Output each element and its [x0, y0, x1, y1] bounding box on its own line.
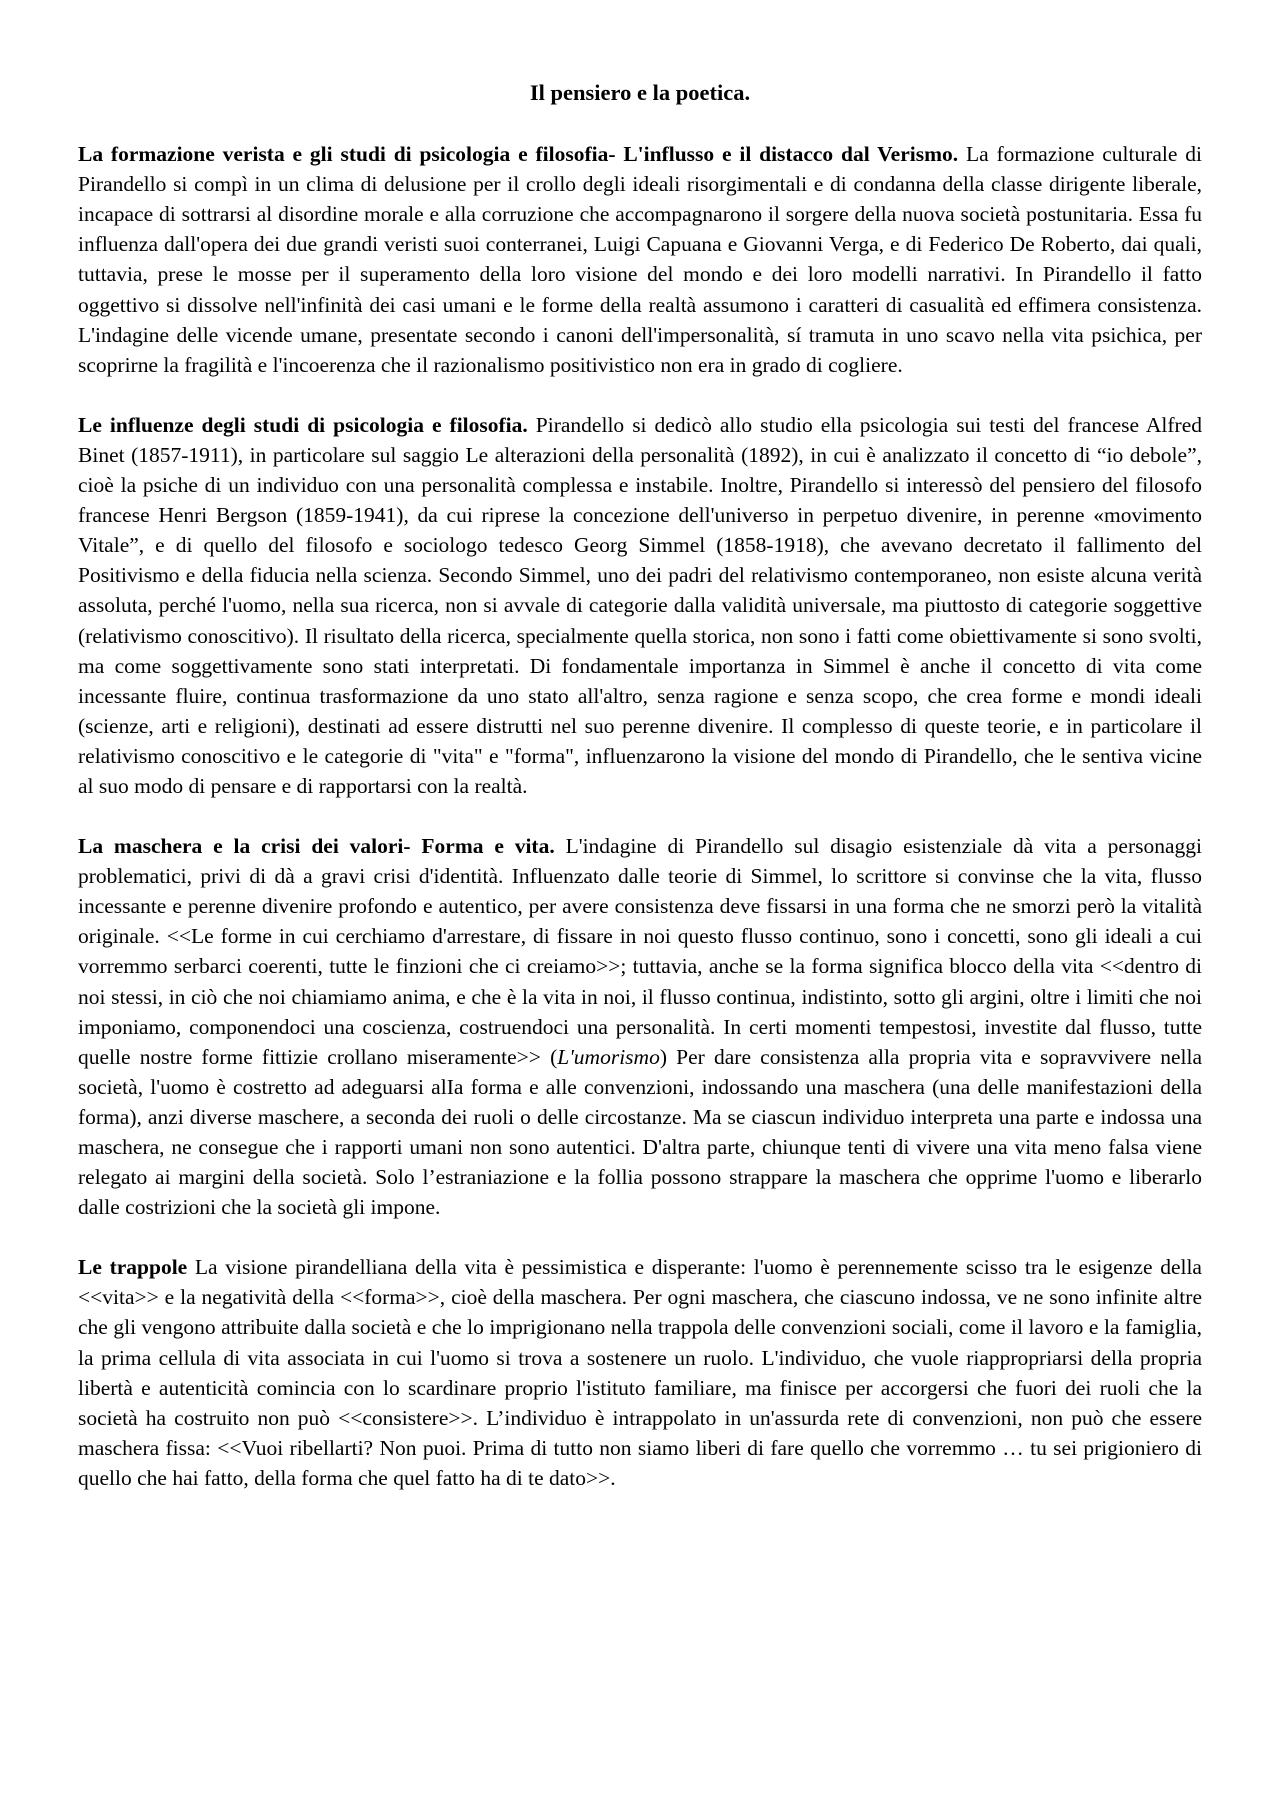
section-body-continued: ) Per dare consistenza alla propria vita e sopravvivere nella società, l'uomo è costretto ad adeguarsi alIa forma e alle convenzioni, indossando una maschera (una delle manifestazioni della forma), anzi diverse maschere, a seconda dei ruoli o delle circostanze. Ma se ciascun individuo interpreta una parte e indossa una maschera, ne consegue che i rapporti umani non sono autentici. D'altra parte, chiunque tenti di vivere una vita meno falsa viene relegato ai margini della società. Solo l’estraniazione e la follia possono strappare la maschera che opprime l'uomo e liberarlo dalle costrizioni che la società gli impone.: [78, 1044, 1203, 1220]
section-body: La formazione culturale di Pirandello si compì in un clima di delusione per il crollo degli ideali risorgimentali e di condanna della classe dirigente liberale, incapace di sottrarsi al disordine morale e alla corruzione che accompagnarono il sorgere della nuova società postunitaria. Essa fu influenza dall'opera dei due grandi veristi suoi conterranei, Luigi Capuana e Giovanni Verga, e di Federico De Roberto, dai quali, tuttavia, prese le mosse per il superamento della loro visione del mondo e dei loro modelli narrativi. In Pirandello il fatto oggettivo si dissolve nell'infinità dei casi umani e le forme della realtà assumono i caratteri di casualità ed effimera consistenza. L'indagine delle vicende umane, presentate secondo i canoni dell'impersonalità, sí tramuta in uno scavo nella vita psichica, per scoprirne la fragilità e l'incoerenza che il razionalismo positivistico non era in grado di cogliere.: [78, 142, 1202, 377]
section-heading: La formazione verista e gli studi di psicologia e filosofia- L'influsso e il distacco dal Verismo.: [78, 142, 959, 167]
section-body: La visione pirandelliana della vita è pessimistica e disperante: l'uomo è perennemente scisso tra le esigenze della <<vita>> e la negatività della <<forma>>, cioè della maschera. Per ogni maschera, che ciascuno indossa, ve ne sono infinite altre che gli vengono attribuite dalla società e che lo imprigionano nella trappola delle convenzioni sociali, come il lavoro e la famiglia, la prima cellula di vita associata in cui l'uomo si trova a sostenere un ruolo. L'individuo, che vuole riappropriarsi della propria libertà e autenticità comincia con lo scardinare proprio l'istituto familiare, ma finisce per accorgersi che fuori dei ruoli che la società ha costruito non può <<consistere>>. L’individuo è intrappolato in un'assurda rete di convenzioni, non può che essere maschera fissa: <<Vuoi ribellarti? Non puoi. Prima di tutto non siamo liberi di fare quello che vorremmo … tu sei prigioniero di quello che hai fatto, della forma che quel fatto ha di te dato>>.: [78, 1255, 1202, 1490]
page-title: Il pensiero e la poetica.: [529, 80, 751, 105]
section-maschera-crisi: [78, 831, 1202, 1222]
section-heading: Le influenze degli studi di psicologia e filosofia.: [78, 412, 528, 437]
section-formazione-verista: [78, 139, 1202, 380]
section-influenze-studi: [78, 410, 1202, 801]
book-title-italic: L'umorismo: [557, 1044, 660, 1069]
section-heading: Le trappole: [78, 1255, 188, 1280]
section-body: Pirandello si dedicò allo studio ella psicologia sui testi del francese Alfred Binet (1857-1911), in particolare sul saggio Le alterazioni della personalità (1892), in cui è analizzato il concetto di “io debole”, cioè la psiche di un individuo con una personalità complessa e instabile. Inoltre, Pirandello si interessò del pensiero del filosofo francese Henri Bergson (1859-1941), da cui riprese la concezione dell'universo in perpetuo divenire, in perenne «movimento Vitale”, e di quello del filosofo e sociologo tedesco Georg Simmel (1858-1918), che avevano decretato il fallimento del Positivismo e della fiducia nella scienza. Secondo Simmel, uno dei padri del relativismo contemporaneo, non esiste alcuna verità assoluta, perché l'uomo, nella sua ricerca, non si avvale di categorie dalla validità universale, ma piuttosto di categorie soggettive (relativismo conoscitivo). Il risultato della ricerca, specialmente quella storica, non sono i fatti come obiettivamente si sono svolti, ma come soggettivamente sono stati interpretati. Di fondamentale importanza in Simmel è anche il concetto di vita come incessante fluire, continua trasformazione da uno stato all'altro, senza ragione e senza scopo, che crea forme e mondi ideali (scienze, arti e religioni), destinati ad essere distrutti nel suo perenne divenire. Il complesso di queste teorie, e in particolare il relativismo conoscitivo e le categorie di "vita" e "forma", influenzarono la visione del mondo di Pirandello, che le sentiva vicine al suo modo di pensare e di rapportarsi con la realtà.: [78, 412, 1203, 798]
section-trappole: [78, 1252, 1202, 1493]
document-page: [78, 78, 1202, 1493]
section-heading: La maschera e la crisi dei valori- Forma e vita.: [78, 834, 555, 859]
section-body: L'indagine di Pirandello sul disagio esistenziale dà vita a personaggi problematici, privi di dà a gravi crisi d'identità. Influenzato dalle teorie di Simmel, lo scrittore si convinse che la vita, flusso incessante e perenne divenire profondo e autentico, per avere consistenza deve fissarsi in una forma che ne smorzi però la vitalità originale. <<Le forme in cui cerchiamo d'arrestare, di fissare in noi questo flusso continuo, sono i concetti, sono gli ideali a cui vorremmo serbarci coerenti, tutte le finzioni che ci creiamo>>; tuttavia, anche se la forma significa blocco della vita <<dentro di noi stessi, in ciò che noi chiamiamo anima, e che è la vita in noi, il flusso continua, indistinto, sotto gli argini, oltre i limiti che noi imponiamo, componendoci una coscienza, costruendoci una personalità. In certi momenti tempestosi, investite dal flusso, tutte quelle nostre forme fittizie crollano miseramente>> (: [78, 834, 1202, 1069]
